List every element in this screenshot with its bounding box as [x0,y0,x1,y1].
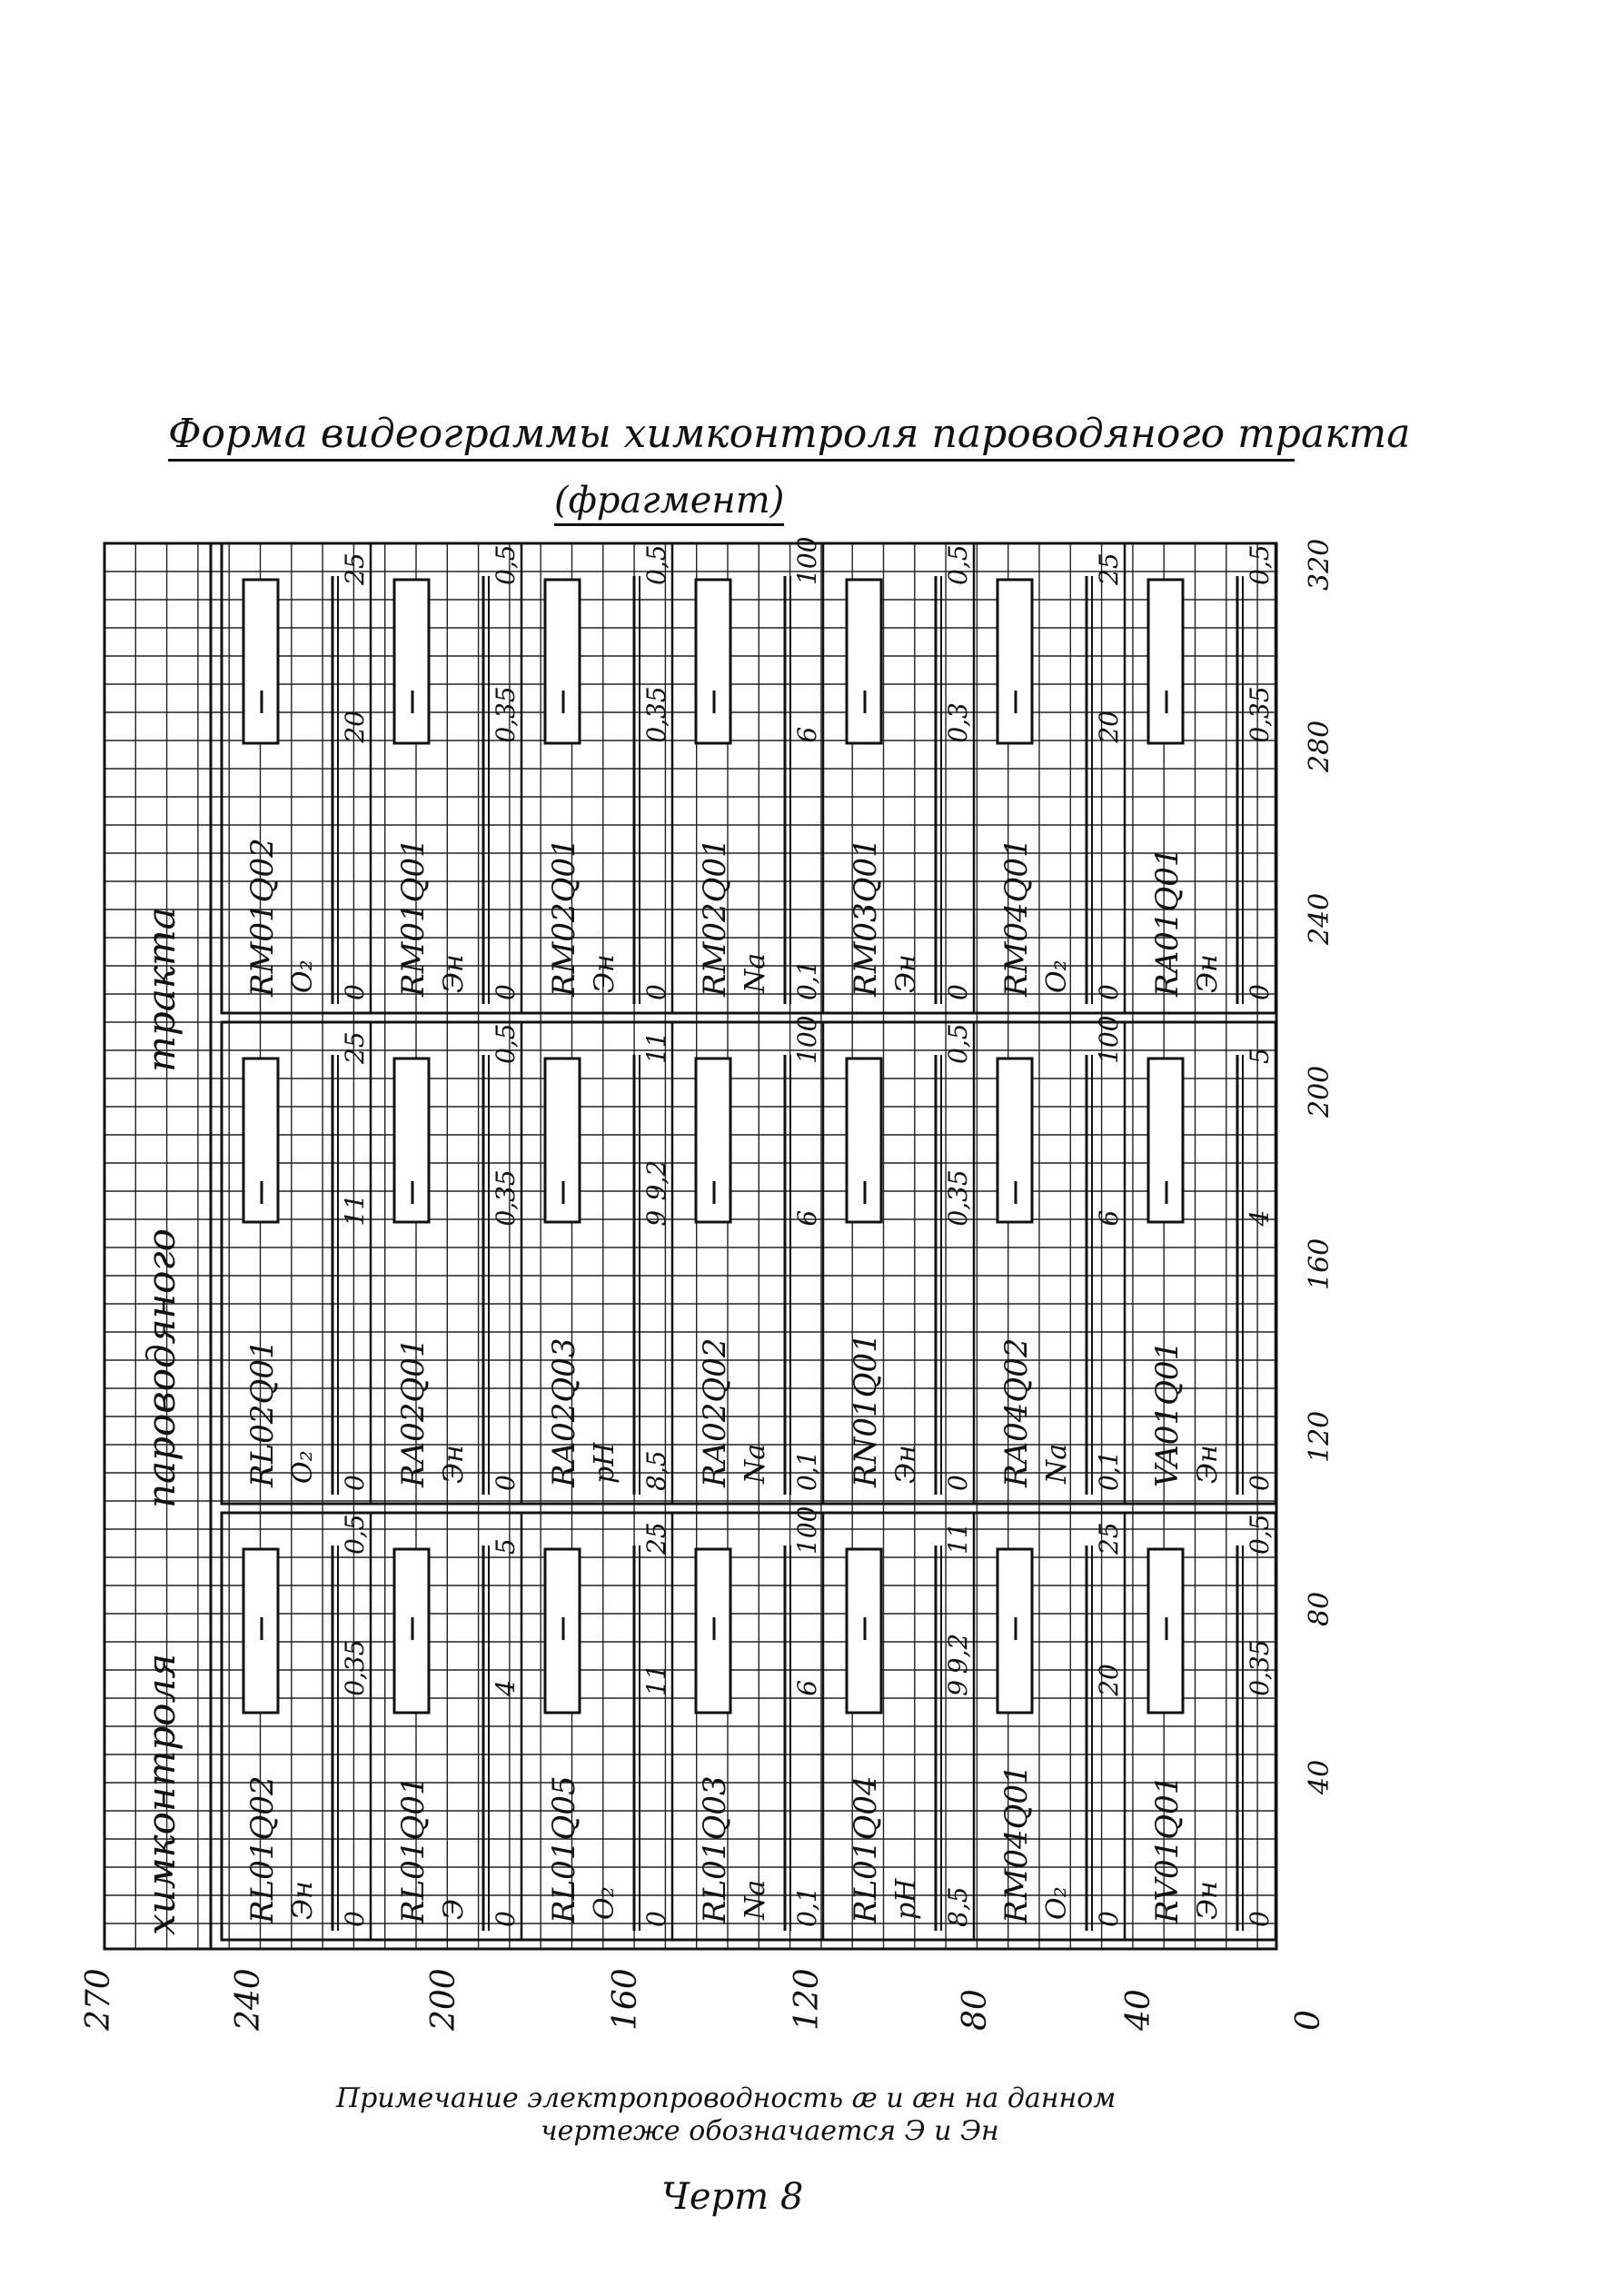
channel-code: VA01Q01 [1149,1340,1186,1487]
right-scale-label: 280 [1304,720,1335,772]
bottom-scale-label: 270 [80,1968,117,2031]
channel-code: RM04Q01 [998,838,1035,997]
scale-value: 0,1 [792,1886,822,1927]
channel-param: pH [589,1442,620,1484]
bottom-scale-label: 40 [1120,1989,1157,2031]
channel-param: Эн [1192,954,1224,993]
scale-value: 4 [1245,1209,1275,1227]
scale-value: 11 [943,1522,973,1555]
scale-value: 0,5 [491,544,521,585]
right-scale-label: 320 [1304,538,1335,591]
channel-code: RN01Q01 [848,1333,884,1487]
channel-param: Эн [890,954,922,993]
channel-code: RL02Q01 [244,1339,281,1487]
scale-value: 6 [1094,1209,1124,1227]
scale-value: 100 [1094,1015,1124,1064]
scale-value: 100 [792,1506,822,1555]
channel-indicator [847,580,881,743]
scale-value: 25 [1094,552,1124,585]
scale-value: 0 [491,1911,521,1927]
channel-code: RM01Q01 [395,838,432,997]
channel-indicator [696,580,730,743]
channel-code: RM02Q01 [697,838,733,997]
page-title: Форма видеограммы химконтроля пароводяного тракта [168,411,1295,462]
channel-param: Эн [890,1445,922,1484]
channel-param: O₂ [1041,959,1073,993]
scale-value: 0,5 [943,544,973,585]
scale-value: 25 [340,552,370,585]
channel-code: RL01Q04 [848,1775,884,1923]
channel-param: Эн [1192,1881,1224,1920]
scale-value: 100 [792,536,822,585]
note-line-1: Примечание электропроводность æ и æн на данном [336,2082,1117,2114]
channel-code: RL01Q02 [244,1775,281,1923]
bottom-scale-label: 80 [957,1989,994,2031]
scale-value: 20 [1094,711,1124,743]
scale-value: 0 [340,1475,370,1491]
channel-code: RA01Q01 [1149,847,1186,997]
channel-param: Эн [438,1445,470,1484]
channel-code: RM04Q01 [998,1764,1035,1923]
scale-value: 4 [491,1679,521,1696]
right-scale-label: 200 [1304,1065,1335,1118]
channel-code: RA02Q02 [697,1337,733,1487]
channel-indicator [998,580,1032,743]
drawing-number: Черт 8 [661,2176,804,2218]
channel-code: RA02Q01 [395,1337,432,1487]
right-scale-label: 240 [1304,892,1335,945]
scale-value: 9 [641,1209,671,1227]
scale-value: 25 [641,1522,671,1555]
channel-param: O₂ [1041,1886,1073,1920]
channel-param: Э [438,1899,470,1920]
channel-param: O₂ [287,959,319,993]
scale-value: 6 [792,1679,822,1696]
right-scale-label: 160 [1304,1237,1335,1290]
right-scale-label: 80 [1304,1591,1335,1626]
scale-value: 0,35 [943,1169,973,1227]
scale-value: 0,35 [491,686,521,743]
channel-indicator [545,580,580,743]
right-scale-label: 40 [1304,1759,1335,1794]
scale-value: 0 [943,984,973,1000]
scale-value: 0,35 [641,686,671,743]
scale-value: 0,5 [641,544,671,585]
scale-value: 0,35 [340,1639,370,1696]
channel-param: O₂ [287,1450,319,1484]
scale-value: 0 [1245,984,1275,1000]
band-label-1: химконтроля [139,1653,184,1935]
channel-indicator [394,580,429,743]
channel-param: O₂ [589,1886,620,1920]
channel-code: RM02Q01 [546,838,582,997]
scale-value: 0,1 [1094,1450,1124,1491]
panel-frame [222,543,1276,1013]
channel-code: RA04Q02 [998,1337,1035,1487]
note-line-2: чертеже обозначается Э и Эн [541,2115,999,2147]
channel-param: Эн [438,954,470,993]
scale-value: 0 [1094,984,1124,1000]
scale-value: 0 [1245,1475,1275,1491]
right-scale-label: 120 [1304,1410,1335,1463]
grid-lines [104,543,1276,1949]
bottom-scale-label: 0 [1290,2010,1327,2031]
bottom-scale-label: 120 [789,1968,826,2031]
scale-value: 0,5 [491,1023,521,1064]
scale-value: 0,5 [1245,1514,1275,1555]
scale-value: 8,5 [943,1886,973,1927]
panel-frame [222,1022,1276,1504]
scale-value: 11 [340,1193,370,1227]
channel-indicator [1148,580,1183,743]
channel-param: Na [1041,1443,1073,1484]
band-label-2: пароводяного [139,1228,184,1508]
scale-value: 0,5 [340,1514,370,1555]
scale-value: 25 [340,1031,370,1064]
scale-value: 9,2 [943,1633,973,1675]
bottom-scale-label: 200 [425,1968,462,2031]
scale-value: 25 [1094,1522,1124,1555]
channel-code: RL01Q05 [546,1775,582,1923]
scale-value: 11 [641,1664,671,1696]
scale-value: 8,5 [641,1450,671,1491]
scale-value: 20 [340,711,370,743]
scale-value: 0,3 [943,702,973,743]
channel-code: RM03Q01 [848,838,884,997]
scale-value: 20 [1094,1664,1124,1696]
band-label-3: тракта [139,907,184,1072]
scale-value: 0,1 [792,959,822,1000]
channel-code: RL01Q03 [697,1775,733,1923]
scale-value: 100 [792,1015,822,1064]
scale-value: 0 [1245,1911,1275,1927]
channel-code: RL01Q01 [395,1775,432,1923]
scale-value: 0 [340,1911,370,1927]
channel-param: Na [739,952,771,993]
scale-value: 6 [792,1209,822,1227]
scale-value: 0,35 [1245,686,1275,743]
scale-value: 5 [1245,1048,1275,1064]
scale-value: 0 [943,1475,973,1491]
scale-value: 0,35 [1245,1639,1275,1696]
channel-code: RV01Q01 [1149,1774,1186,1923]
scale-value: 9 [943,1679,973,1696]
scale-value: 0 [1094,1911,1124,1927]
channel-indicator [243,580,278,743]
channel-code: RA02Q03 [546,1337,582,1487]
scale-value: 0 [340,984,370,1000]
scale-value: 5 [491,1538,521,1555]
channel-param: Эн [1192,1445,1224,1484]
grid-frame [104,543,1276,1949]
channel-param: Эн [287,1881,319,1920]
scale-value: 9,2 [641,1159,671,1201]
channel-param: Na [739,1879,771,1920]
scale-value: 0,35 [491,1169,521,1227]
channel-param: pH [890,1878,922,1920]
scale-value: 6 [792,726,822,743]
channel-param: Эн [589,954,620,993]
scale-value: 0 [491,984,521,1000]
bottom-scale-label: 160 [607,1968,644,2031]
scale-value: 11 [641,1031,671,1064]
scale-value: 0 [641,1911,671,1927]
scale-value: 0,5 [1245,544,1275,585]
scale-value: 0,5 [943,1023,973,1064]
scale-value: 0 [641,984,671,1000]
channel-param: Na [739,1443,771,1484]
channel-code: RM01Q02 [244,838,281,997]
page-subtitle: (фрагмент) [554,480,784,526]
scale-value: 0,1 [792,1450,822,1491]
scale-value: 0 [491,1475,521,1491]
bottom-scale-label: 240 [230,1968,267,2031]
